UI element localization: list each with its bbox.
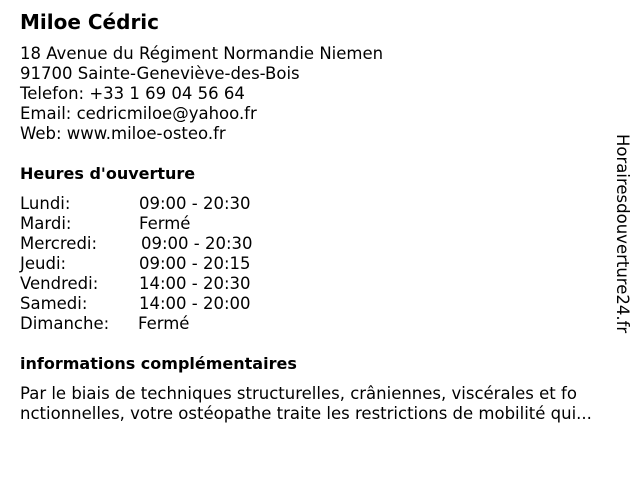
description-line: nctionnelles, votre ostéopathe traite les restrictions de mobilité qui... [20,404,592,423]
day-hours: Fermé [139,214,191,233]
day-label: Mardi: [20,214,72,233]
day-hours: 14:00 - 20:30 [139,274,251,293]
site-watermark [612,134,632,344]
opening-hours-heading: Heures d'ouverture [20,164,196,183]
day-label: Lundi: [20,194,71,213]
additional-info-heading: informations complémentaires [20,354,297,373]
description-line: Par le biais de techniques structurelles, crâniennes, viscérales et fo [20,384,577,403]
day-label: Samedi: [20,294,88,313]
website-line: Web: www.miloe-osteo.fr [20,124,226,143]
address-line-street: 18 Avenue du Régiment Normandie Niemen [20,44,384,63]
day-hours: 09:00 - 20:15 [139,254,251,273]
day-label: Dimanche: [20,314,110,333]
day-label: Vendredi: [20,274,99,293]
day-hours: 09:00 - 20:30 [141,234,253,253]
additional-info-text [20,384,592,424]
day-hours: Fermé [138,314,190,333]
email-line: Email: cedricmiloe@yahoo.fr [20,104,257,123]
day-label: Mercredi: [20,234,98,253]
business-name: Miloe Cédric [20,10,160,34]
phone-line: Telefon: +33 1 69 04 56 64 [20,84,245,103]
watermark-text: Horairesdouverture24.fr [613,134,632,334]
day-hours: 09:00 - 20:30 [139,194,251,213]
contact-block [20,44,383,144]
address-line-city: 91700 Sainte-Geneviève-des-Bois [20,64,300,83]
day-hours: 14:00 - 20:00 [139,294,251,313]
day-label: Jeudi: [20,254,67,273]
